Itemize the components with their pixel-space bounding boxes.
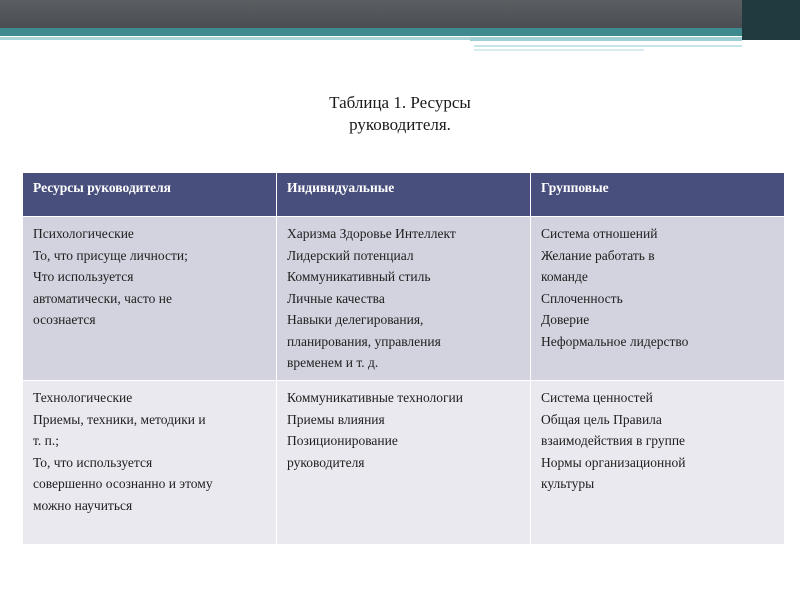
cell-text-line: Приемы влияния: [287, 411, 385, 427]
cell-text-line: Навыки делегирования,: [287, 312, 424, 327]
cell-text-line: команде: [541, 269, 588, 284]
title-line-2: руководителя.: [349, 115, 451, 134]
resources-table: [22, 172, 785, 545]
table-cell: [23, 217, 277, 381]
top-decor-band: [0, 0, 800, 28]
cell-text-line: совершенно осознанно и этому: [33, 476, 213, 491]
cell-text-line: т. п.;: [33, 433, 59, 448]
cell-text-line: Лидерский потенциал: [287, 247, 414, 263]
cell-text-line: Коммуникативные технологии: [287, 390, 464, 405]
column-header-resources: Ресурсы руководителя: [23, 173, 277, 217]
cell-text-line: Что используется: [33, 269, 134, 284]
accent-line: [0, 37, 470, 40]
cell-text-line: Нормы организационной: [541, 454, 686, 470]
cell-text-line: Общая цель Правила: [541, 411, 662, 427]
cell-text-line: взаимодействия в группе: [541, 433, 686, 448]
accent-line: [474, 45, 742, 47]
cell-text-line: Харизма Здоровье Интеллект: [287, 226, 456, 241]
table-row: [23, 217, 785, 381]
cell-text-line: можно научиться: [33, 497, 133, 513]
cell-text-line: То, что присуще личности;: [33, 247, 188, 263]
table-row: [23, 381, 785, 545]
cell-text-line: Сплоченность: [541, 290, 623, 306]
cell-text-line: Система ценностей: [541, 390, 653, 405]
cell-text-line: Система отношений: [541, 226, 658, 241]
cell-text-line: временем и т. д.: [287, 355, 379, 370]
column-header-individual: Индивидуальные: [277, 173, 531, 217]
table-header-row: [23, 173, 785, 217]
accent-line: [470, 37, 742, 41]
cell-text-line: автоматически, часто не: [33, 290, 172, 306]
accent-line: [474, 49, 644, 51]
table-cell: [531, 217, 785, 381]
page-title: [0, 92, 800, 136]
title-line-1: Таблица 1. Ресурсы: [329, 93, 471, 112]
cell-text-line: Доверие: [541, 312, 590, 327]
cell-text-line: Желание работать в: [541, 247, 655, 263]
cell-text-line: Коммуникативный стиль: [287, 269, 431, 284]
cell-text-line: культуры: [541, 476, 595, 491]
table-cell: [277, 381, 531, 545]
column-header-group: Групповые: [531, 173, 785, 217]
table-cell: [23, 381, 277, 545]
cell-text-line: Приемы, техники, методики и: [33, 411, 206, 427]
table-cell: [531, 381, 785, 545]
cell-text-line: руководителя: [287, 454, 365, 470]
cell-text-line: планирования, управления: [287, 333, 441, 349]
cell-text-line: Технологические: [33, 390, 133, 405]
cell-text-line: Личные качества: [287, 290, 385, 306]
table-cell: [277, 217, 531, 381]
top-decor-stripe: [0, 28, 800, 36]
cell-text-line: Неформальное лидерство: [541, 333, 689, 349]
cell-text-line: осознается: [33, 312, 96, 327]
cell-text-line: Позиционирование: [287, 433, 398, 448]
top-decor-block: [742, 0, 800, 40]
cell-text-line: То, что используется: [33, 454, 153, 470]
cell-text-line: Психологические: [33, 226, 134, 241]
